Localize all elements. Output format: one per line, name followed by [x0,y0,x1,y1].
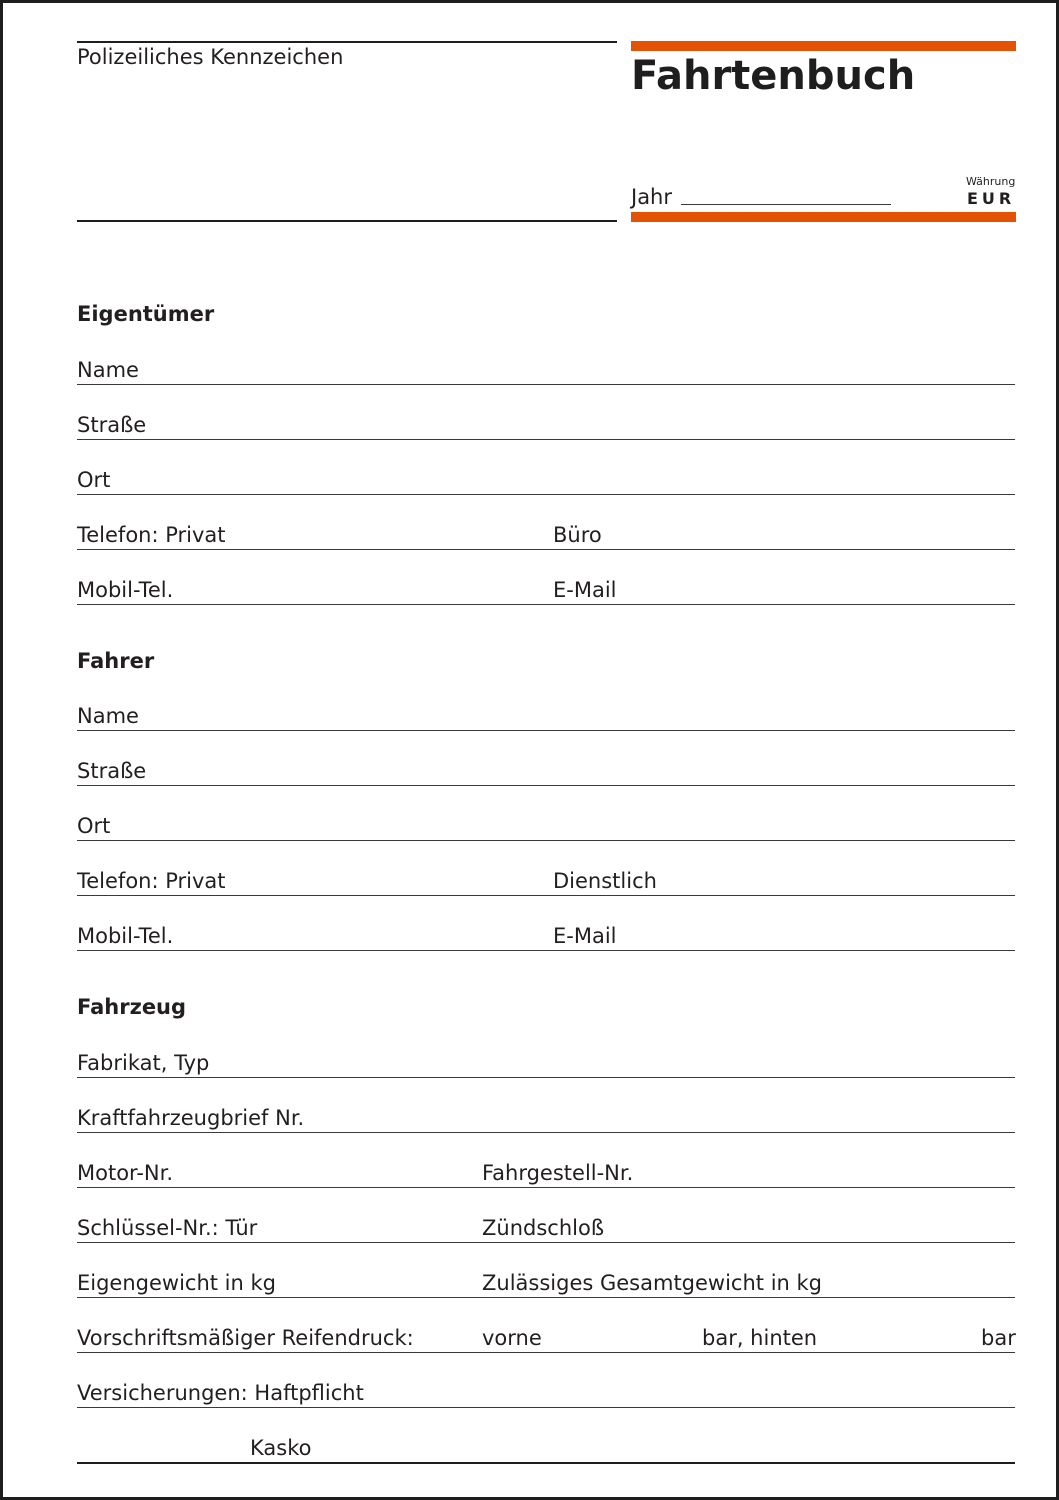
vehicle-insurance-liability-input[interactable] [378,1380,1013,1406]
vehicle-key-door-input[interactable] [268,1215,473,1241]
driver-city-rule [77,840,1015,841]
owner-phone-private-label: Telefon: Privat [77,523,226,547]
owner-city-label: Ort [77,468,111,492]
vehicle-engine-input[interactable] [188,1160,473,1186]
vehicle-insurance-comprehensive-label: Kasko [250,1436,312,1460]
vehicle-engine-rule [77,1187,1015,1188]
page-title: Fahrtenbuch [631,53,916,99]
vehicle-chassis-label: Fahrgestell-Nr. [482,1161,634,1185]
owner-name-label: Name [77,358,139,382]
vehicle-bar-rear-label: bar, hinten [702,1326,818,1350]
driver-phone-private-label: Telefon: Privat [77,869,226,893]
vehicle-front-pressure-input[interactable] [558,1325,693,1351]
driver-street-rule [77,785,1015,786]
year-input[interactable] [681,179,891,205]
vehicle-key-rule [77,1242,1015,1243]
owner-street-input[interactable] [153,412,1013,438]
vehicle-insurance-comprehensive-rule [77,1462,1015,1464]
driver-name-input[interactable] [153,703,1013,729]
driver-city-label: Ort [77,814,111,838]
vehicle-curb-weight-input[interactable] [288,1270,473,1296]
vehicle-make-rule [77,1077,1015,1078]
title-top-bar [631,41,1016,51]
owner-email-label: E-Mail [553,578,617,602]
vehicle-registration-input[interactable] [323,1105,1013,1131]
plate-top-rule [77,41,617,43]
owner-heading: Eigentümer [77,302,215,326]
owner-phone-rule [77,549,1015,550]
vehicle-insurance-comprehensive-input[interactable] [328,1435,1013,1461]
driver-name-rule [77,730,1015,731]
vehicle-insurance-liability-rule [77,1407,1015,1408]
driver-street-input[interactable] [153,758,1013,784]
owner-phone-private-input[interactable] [233,522,543,548]
driver-name-label: Name [77,704,139,728]
owner-street-label: Straße [77,413,147,437]
driver-phone-work-input[interactable] [668,868,1013,894]
driver-mobile-input[interactable] [193,923,543,949]
vehicle-insurance-liability-label: Versicherungen: Haftpflicht [77,1381,364,1405]
driver-phone-rule [77,895,1015,896]
vehicle-make-label: Fabrikat, Typ [77,1051,210,1075]
driver-city-input[interactable] [123,813,1013,839]
vehicle-key-ignition-input[interactable] [623,1215,1013,1241]
vehicle-gross-weight-label: Zulässiges Gesamtgewicht in kg [482,1271,823,1295]
vehicle-rear-pressure-input[interactable] [833,1325,973,1351]
owner-city-rule [77,494,1015,495]
currency-value: EUR [967,189,1016,208]
plate-label: Polizeiliches Kennzeichen [77,45,344,69]
owner-city-input[interactable] [123,467,1013,493]
owner-mobile-input[interactable] [193,577,543,603]
vehicle-bar-label: bar [981,1326,1016,1350]
vehicle-key-ignition-label: Zündschloß [482,1216,605,1240]
vehicle-key-door-label: Schlüssel-Nr.: Tür [77,1216,258,1240]
title-bottom-bar [631,212,1016,222]
owner-phone-office-label: Büro [553,523,602,547]
driver-email-label: E-Mail [553,924,617,948]
plate-input[interactable] [77,189,617,215]
owner-name-input[interactable] [153,357,1013,383]
owner-name-rule [77,384,1015,385]
vehicle-engine-label: Motor-Nr. [77,1161,174,1185]
driver-mobile-label: Mobil-Tel. [77,924,174,948]
plate-bottom-rule [77,220,617,222]
vehicle-curb-weight-label: Eigengewicht in kg [77,1271,276,1295]
year-rule [681,204,891,205]
vehicle-chassis-input[interactable] [653,1160,1013,1186]
owner-mobile-rule [77,604,1015,605]
driver-heading: Fahrer [77,649,155,673]
vehicle-weight-rule [77,1297,1015,1298]
vehicle-tire-rule [77,1352,1015,1353]
owner-phone-office-input[interactable] [613,522,1013,548]
vehicle-front-label: vorne [482,1326,542,1350]
owner-email-input[interactable] [628,577,1013,603]
currency-caption: Währung [966,175,1016,188]
vehicle-registration-label: Kraftfahrzeugbrief Nr. [77,1106,305,1130]
driver-mobile-rule [77,950,1015,951]
owner-mobile-label: Mobil-Tel. [77,578,174,602]
vehicle-registration-rule [77,1132,1015,1133]
driver-phone-work-label: Dienstlich [553,869,657,893]
vehicle-tire-pressure-label: Vorschriftsmäßiger Reifendruck: [77,1326,414,1350]
vehicle-make-input[interactable] [228,1050,1013,1076]
vehicle-heading: Fahrzeug [77,995,187,1019]
driver-street-label: Straße [77,759,147,783]
driver-email-input[interactable] [628,923,1013,949]
vehicle-gross-weight-input[interactable] [833,1270,1013,1296]
owner-street-rule [77,439,1015,440]
year-label: Jahr [631,185,673,209]
driver-phone-private-input[interactable] [233,868,543,894]
